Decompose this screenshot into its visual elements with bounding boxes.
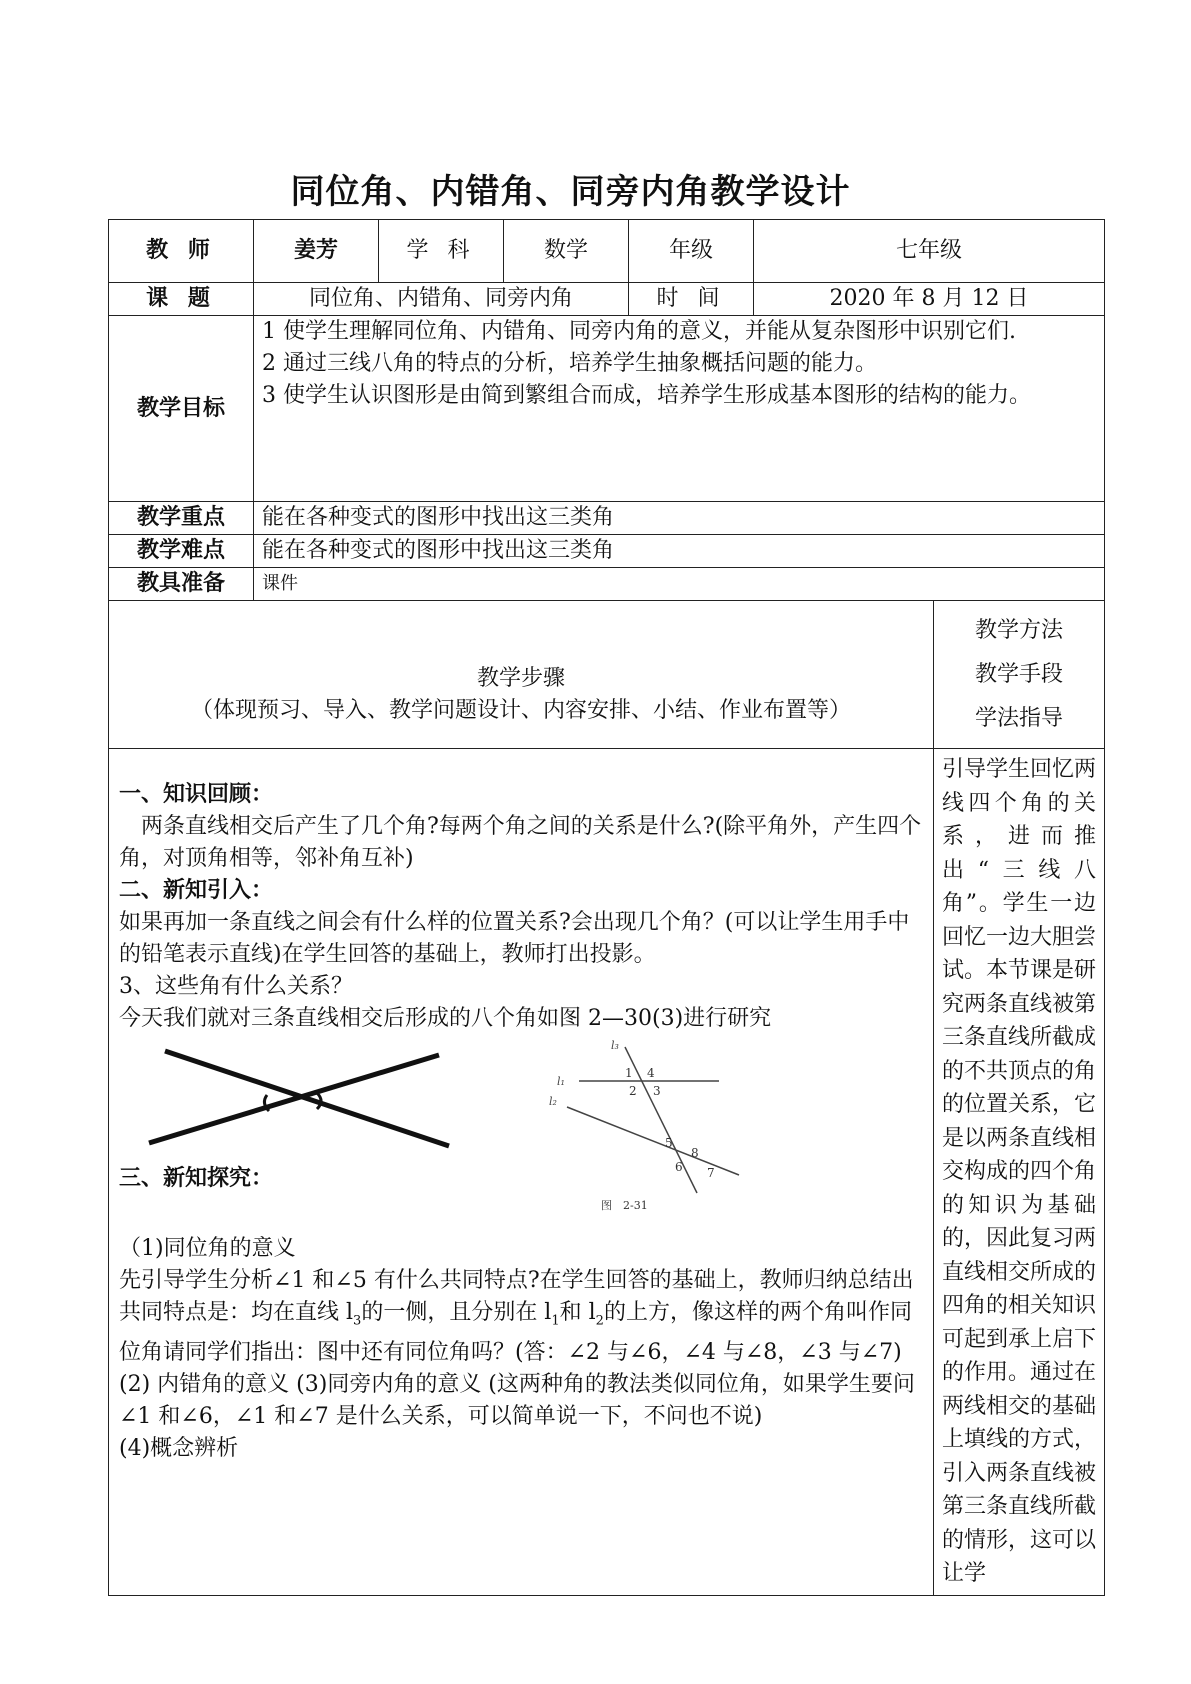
steps-content — [109, 749, 934, 1596]
section-intro-heading: 二、新知引入： — [119, 878, 274, 903]
difficulties-label: 教学难点 — [109, 535, 254, 568]
section-intro-question: 3、这些角有什么关系？ — [119, 974, 353, 999]
objective-1: 1 使学生理解同位角、内错角、同旁内角的意义，并能从复杂图形中识别它们. — [262, 319, 1016, 344]
topic-label: 课 题 — [109, 283, 254, 316]
section-review-heading: 一、知识回顾： — [119, 782, 274, 807]
materials-label: 教具准备 — [109, 568, 254, 601]
grade-value: 七年级 — [754, 220, 1105, 283]
subject-label: 学 科 — [379, 220, 504, 283]
key-points-label: 教学重点 — [109, 502, 254, 535]
key-points-row — [109, 502, 1105, 535]
line-l2 — [567, 1107, 739, 1175]
teacher-label: 教 师 — [109, 220, 254, 283]
steps-header — [109, 601, 934, 749]
objective-2: 2 通过三线八角的特点的分析，培养学生抽象概括问题的能力。 — [262, 351, 877, 376]
angle-4-label: 4 — [647, 1066, 655, 1080]
section-intro-text: 如果再加一条直线之间会有什么样的位置关系?会出现几个角？(可以让学生用手中的铅笔表示直线)在学生回答的基础上，教师打出投影。 — [119, 910, 910, 967]
section-review-text: 两条直线相交后产生了几个角?每两个角之间的关系是什么?(除平角外，产生四个角，对顶角相等，邻补角互补) — [119, 814, 922, 871]
grade-label: 年级 — [629, 220, 754, 283]
difficulties-value: 能在各种变式的图形中找出这三类角 — [254, 535, 1105, 568]
guidance-label: 学法指导 — [975, 705, 1064, 731]
section-intro-today: 今天我们就对三条直线相交后形成的八个角如图 2—30(3)进行研究 — [119, 1006, 772, 1031]
methods-label: 教学方法 — [975, 617, 1064, 643]
content-row — [109, 749, 1105, 1596]
section-explore-heading: 三、新知探究： — [119, 1166, 274, 1191]
three-lines-figure — [549, 1035, 789, 1215]
line-l3 — [625, 1047, 697, 1193]
teacher-name: 姜芳 — [254, 220, 379, 283]
means-label: 教学手段 — [975, 661, 1064, 687]
steps-header-row — [109, 601, 1105, 749]
steps-subtitle: （体现预习、导入、教学问题设计、内容安排、小结、作业布置等） — [190, 697, 851, 723]
objective-3: 3 使学生认识图形是由简到繁组合而成，培养学生形成基本图形的结构的能力。 — [262, 383, 1031, 408]
subject-value: 数学 — [504, 220, 629, 283]
lesson-plan-table — [108, 219, 1105, 1596]
angle-3-label: 3 — [653, 1084, 661, 1098]
key-points-value: 能在各种变式的图形中找出这三类角 — [254, 502, 1105, 535]
methods-header — [934, 601, 1105, 749]
materials-value: 课件 — [254, 568, 1105, 601]
l2-label: l₂ — [549, 1095, 557, 1108]
figure-caption: 图 2-31 — [601, 1199, 648, 1212]
two-lines-figure — [139, 1043, 459, 1158]
steps-title: 教学步骤 — [476, 665, 565, 691]
figures-area — [119, 1035, 923, 1225]
materials-row — [109, 568, 1105, 601]
document-title: 同位角、内错角、同旁内角教学设计 — [290, 172, 851, 212]
part-4-text: (4)概念辨析 — [119, 1436, 239, 1462]
l3-label: l₃ — [611, 1039, 619, 1052]
topic-row — [109, 283, 1105, 316]
difficulties-row — [109, 535, 1105, 568]
objectives-label: 教学目标 — [109, 316, 254, 502]
l1-label: l₁ — [557, 1075, 565, 1088]
angle-7-label: 7 — [707, 1166, 715, 1180]
angle-6-label: 6 — [675, 1160, 683, 1174]
part-1-title: （1)同位角的意义 — [119, 1236, 296, 1261]
time-value: 2020 年 8 月 12 日 — [754, 283, 1105, 316]
angle-8-label: 8 — [691, 1146, 699, 1160]
angle-5-label: 5 — [665, 1136, 673, 1150]
part-2-text: (2) 内错角的意义 (3)同旁内角的意义 (这两种角的教法类似同位角，如果学生要问∠1 和∠6，∠1 和∠7 是什么关系，可以简单说一下，不问也不说) — [119, 1372, 915, 1430]
time-label: 时 间 — [629, 283, 754, 316]
objectives-content — [254, 316, 1105, 502]
angle-1-label: 1 — [625, 1066, 633, 1080]
angle-2-label: 2 — [629, 1084, 637, 1098]
topic-value: 同位角、内错角、同旁内角 — [254, 283, 629, 316]
teacher-row — [109, 220, 1105, 283]
objectives-row — [109, 316, 1105, 502]
angle-arc-left — [264, 1095, 269, 1111]
side-note: 引导学生回忆两线四个角的关系，进而推出“三线八角”。学生一边回忆一边大胆尝试。本节课是研究两条直线被第三条直线所截成的不共顶点的角的位置关系，它是以两条直线相交构成的四个角的知识为基础的，因此复习两直线相交所成的四角的相关知识可起到承上启下的作用。通过在两线相交的基础上填线的方式，引入两条直线被第三条直线所截的情形，这可以让学 — [934, 749, 1105, 1596]
part-1-text: 先引导学生分析∠1 和∠5 有什么共同特点?在学生回答的基础上，教师归纳总结出共同特点是：均在直线 $l_3$的一侧，且分别在 $l_1$和 $l_2$的上方，像这样的两个角叫作同位角请同学们指出：图中还有同位角吗？(答：∠2 与∠6，∠4 与∠8，∠3 与∠7) — [119, 1268, 914, 1366]
